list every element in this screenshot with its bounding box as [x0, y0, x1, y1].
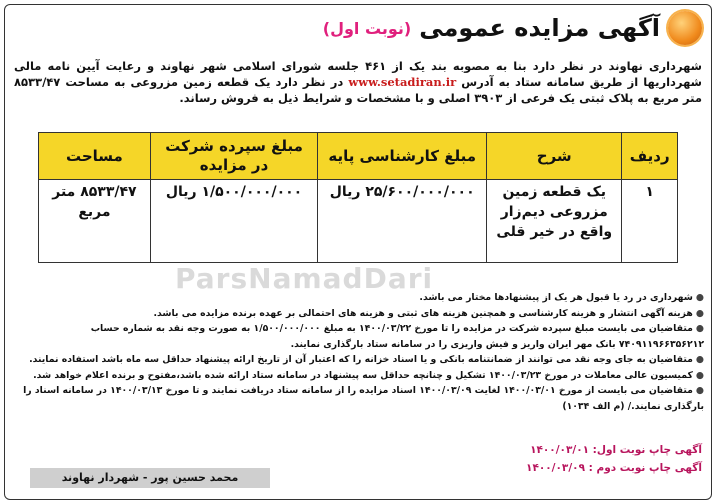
header-deposit: مبلغ سپرده شرکت در مزایده: [150, 133, 317, 180]
cell-base-price: ۲۵/۶۰۰/۰۰۰/۰۰۰ ریال: [318, 180, 487, 263]
second-publication-date: آگهی چاپ نوبت دوم : ۱۴۰۰/۰۳/۰۹: [526, 462, 702, 474]
watermark: ParsNamadDari: [175, 262, 434, 295]
note-text: متقاضیان می بایست مبلغ سپرده شرکت در مزایده را تا مورخ ۱۴۰۰/۰۳/۲۲ به مبلغ ۱/۵۰۰/۰۰۰/۰۰۰ به صورت وجه نقد به شماره حساب ۷۴۰۹۱۱۹۶۶۳۵۶۲۱۲ بانک مهر ایران واریز و فیش واریزی را در سامانه ستاد بارگذاری نمایند.: [90, 323, 704, 350]
conditions-list: [12, 290, 704, 414]
notice-title: آگهی مزایده عمومی: [419, 14, 660, 42]
header-description: شرح: [487, 133, 622, 180]
bullet-icon: ●: [695, 369, 704, 381]
bullet-icon: ●: [695, 292, 704, 303]
table-row: [39, 180, 678, 263]
table-header-row: [39, 133, 678, 180]
bullet-icon: ●: [695, 354, 704, 365]
list-item: [12, 352, 704, 368]
intro-text-1: شهرداری نهاوند در نظر دارد بنا به مصوبه بند یک از ۴۶۱ جلسه شورای اسلامی شهر نهاوند و رعایت آیین نامه مالی شهرداریها از طریق سامانه ستاد به آدرس: [14, 59, 702, 89]
cell-area: ۸۵۳۳/۴۷ متر مربع: [39, 180, 151, 263]
cell-description: یک قطعه زمین مزروعی دیم‌زار واقع در خیر قلی: [487, 180, 622, 263]
note-text: کمیسیون عالی معاملات در مورخ ۱۴۰۰/۰۳/۲۳ تشکیل و چنانچه حداقل سه پیشنهاد در سامانه ستاد ارائه شده باشد،مفتوح و برنده اعلام خواهد شد.: [33, 369, 693, 381]
auction-table: [38, 132, 678, 263]
list-item: [12, 306, 704, 322]
signature: محمد حسین پور - شهردار نهاوند: [30, 468, 270, 488]
cell-deposit: ۱/۵۰۰/۰۰۰/۰۰۰ ریال: [150, 180, 317, 263]
cell-row-number: ۱: [622, 180, 678, 263]
list-item: [12, 321, 704, 352]
note-text: شهرداری در رد یا قبول هر یک از پیشنهادها مختار می باشد.: [419, 292, 693, 303]
list-item: [12, 290, 704, 306]
bullet-icon: ●: [695, 323, 704, 334]
bullet-icon: ●: [695, 385, 704, 396]
intro-paragraph: [14, 58, 702, 106]
note-text: متقاضیان می بایست از مورخ ۱۴۰۰/۰۳/۰۱ لغایت ۱۴۰۰/۰۳/۰۹ اسناد مزایده را از سامانه ستاد دریافت نمایند و تا مورخ ۱۴۰۰/۰۳/۱۳ در سامانه اسناد را بارگذاری نمایند./ (م الف ۱۰۳۴): [23, 385, 704, 412]
list-item: [12, 368, 704, 384]
note-text: متقاضیان به جای وجه نقد می توانند از ضمانتنامه بانکی و یا اسناد خزانه را که اعتبار آن از تاریخ ارائه پیشنهاد حداقل سه ماه باشد استفاده نمایند.: [29, 354, 693, 365]
notice-header: [14, 6, 702, 50]
intro-text-2: در نظر دارد یک قطعه زمین مزروعی به مساحت ۸۵۳۳/۴۷ متر مربع به پلاک ثبتی یک فرعی از ۳۹۰۳ اصلی و با مشخصات و شرایط ذیل به فروش رساند.: [14, 75, 702, 105]
notice-subtitle: (نوبت اول): [322, 18, 412, 38]
header-base-price: مبلغ کارشناسی پایه: [318, 133, 487, 180]
orange-circle-icon: [668, 11, 702, 45]
list-item: [12, 383, 704, 414]
header-area: مساحت: [39, 133, 151, 180]
header-row-number: ردیف: [622, 133, 678, 180]
bullet-icon: ●: [695, 307, 704, 319]
note-text: هزینه آگهی انتشار و هزینه کارشناسی و همچنین هزینه های ثبتی و هزینه های احتمالی بر عهده برنده مزایده می باشد.: [153, 307, 693, 319]
first-publication-date: آگهی چاپ نوبت اول: ۱۴۰۰/۰۳/۰۱: [530, 444, 702, 456]
setad-link[interactable]: www.setadiran.ir: [348, 75, 457, 89]
